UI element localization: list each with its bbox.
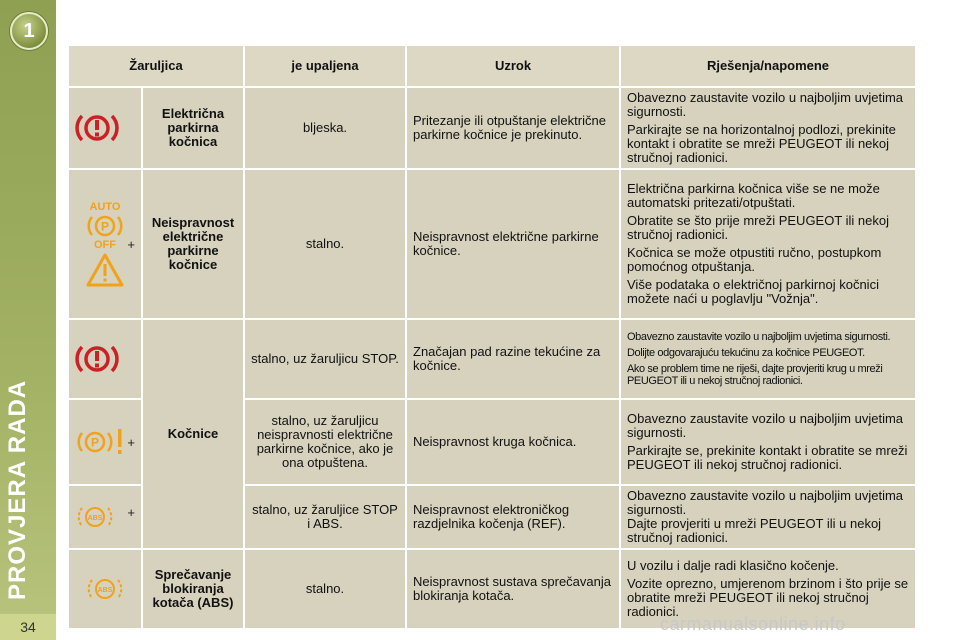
abs-icon: [75, 502, 115, 532]
lamp-status: stalno, uz žaruljice STOP i ABS.: [244, 485, 406, 549]
solution-text: Obavezno zaustavite vozilo u najboljim uvjetima sigurnosti.: [627, 331, 891, 343]
solution-text: Obavezno zaustavite vozilo u najboljim uvjetima sigurnosti.: [627, 411, 904, 440]
solution-text: Obavezno zaustavite vozilo u najboljim uvjetima sigurnosti.: [627, 488, 904, 517]
plus-sign: +: [127, 435, 135, 450]
table-row: [68, 169, 916, 319]
solution-text: Kočnica se može otpustiti ručno, postupkom pomoćnog otpuštanja.: [627, 245, 882, 274]
auto-label: AUTO: [89, 201, 121, 213]
header-solutions: Rješenja/napomene: [620, 45, 916, 87]
lamp-solutions: [620, 319, 916, 399]
lamp-cause: Neispravnost elektroničkog razdjelnika kočenja (REF).: [406, 485, 620, 549]
lamp-status: stalno, uz žaruljicu STOP.: [244, 319, 406, 399]
warning-lamps-table: [67, 44, 917, 630]
lamp-cause: Pritezanje ili otpuštanje električne parkirne kočnice je prekinuto.: [406, 87, 620, 169]
lamp-cause: Neispravnost sustava sprečavanja blokiranja kotača.: [406, 549, 620, 629]
header-lamp: Žaruljica: [68, 45, 244, 87]
chapter-title: PROVJERA RADA: [4, 379, 31, 600]
abs-icon: [85, 574, 125, 604]
solution-text: Obratite se što prije mreži PEUGEOT ili nekoj stručnoj radionici.: [627, 213, 890, 242]
lamp-cause: Značajan pad razine tekućine za kočnice.: [406, 319, 620, 399]
svg-text:P: P: [100, 219, 110, 234]
icon-cell: [68, 87, 142, 169]
lamp-solutions: [620, 169, 916, 319]
brake-warning-icon: [75, 110, 119, 146]
lamp-solutions: [620, 485, 916, 549]
solution-text: Parkirajte se na horizontalnoj podlozi, prekinite kontakt i obratite se mreži PEUGEOT ili nekoj stručnoj radionici.: [627, 122, 896, 165]
abs-label: ABS: [87, 515, 103, 522]
plus-sign: +: [127, 237, 135, 252]
solution-text: Vozite oprezno, umjerenom brzinom i što prije se obratite mreži PEUGEOT ili nekoj stručnoj radionici.: [627, 576, 909, 619]
solution-text: Parkirajte se, prekinite kontakt i obratite se mreži PEUGEOT ili nekoj stručnoj radionici.: [627, 443, 908, 472]
icon-cell: [68, 319, 142, 399]
table-row: [68, 319, 916, 399]
solution-text: Obavezno zaustavite vozilo u najboljim uvjetima sigurnosti.: [627, 90, 904, 119]
off-label: OFF: [94, 239, 116, 250]
warning-triangle-icon: [85, 252, 125, 288]
lamp-name: Električna parkirna kočnica: [142, 87, 244, 169]
auto-park-brake-icon: [83, 200, 127, 250]
lamp-cause: Neispravnost električne parkirne kočnice.: [406, 169, 620, 319]
sidebar: [0, 0, 56, 640]
lamp-cause: Neispravnost kruga kočnica.: [406, 399, 620, 485]
chapter-badge: 1: [10, 12, 48, 50]
lamp-name: Neispravnost električne parkirne kočnice: [142, 169, 244, 319]
table-header-row: [68, 45, 916, 87]
solution-text: Dolijte odgovarajuću tekućinu za kočnice PEUGEOT.: [627, 347, 865, 359]
solution-text: Dajte provjeriti u mreži PEUGEOT ili u nekoj stručnoj radionici.: [627, 516, 882, 545]
lamp-solutions: [620, 87, 916, 169]
solution-text: U vozilu i dalje radi klasično kočenje.: [627, 558, 839, 573]
solution-text: Ako se problem time ne riješi, dajte provjeriti krug u mreži PEUGEOT ili u nekoj stručnoj radionici.: [627, 363, 883, 387]
lamp-name: Sprečavanje blokiranja kotača (ABS): [142, 549, 244, 629]
header-status: je upaljena: [244, 45, 406, 87]
icon-cell: [68, 549, 142, 629]
plus-sign: +: [127, 505, 135, 520]
solution-text: Električna parkirna kočnica više se ne može automatski pritezati/otpuštati.: [627, 181, 880, 210]
park-brake-fault-icon: [75, 425, 127, 459]
brake-warning-icon: [75, 341, 119, 377]
lamp-status: bljeska.: [244, 87, 406, 169]
icon-cell: [68, 169, 142, 319]
lamp-solutions: [620, 399, 916, 485]
svg-text:P: P: [90, 435, 100, 450]
lamp-name: Kočnice: [142, 319, 244, 549]
lamp-status: stalno.: [244, 169, 406, 319]
lamp-status: stalno, uz žaruljicu neispravnosti električne parkirne kočnice, ako je ona otpuštena.: [244, 399, 406, 485]
icon-cell: [68, 399, 142, 485]
table-row: [68, 87, 916, 169]
header-cause: Uzrok: [406, 45, 620, 87]
solution-text: Više podataka o električnoj parkirnoj kočnici možete naći u poglavlju "Vožnja".: [627, 277, 879, 306]
watermark: carmanualsonline.info: [660, 614, 846, 634]
icon-cell: [68, 485, 142, 549]
page-number: 34: [0, 614, 56, 640]
abs-label: ABS: [97, 587, 113, 594]
lamp-status: stalno.: [244, 549, 406, 629]
